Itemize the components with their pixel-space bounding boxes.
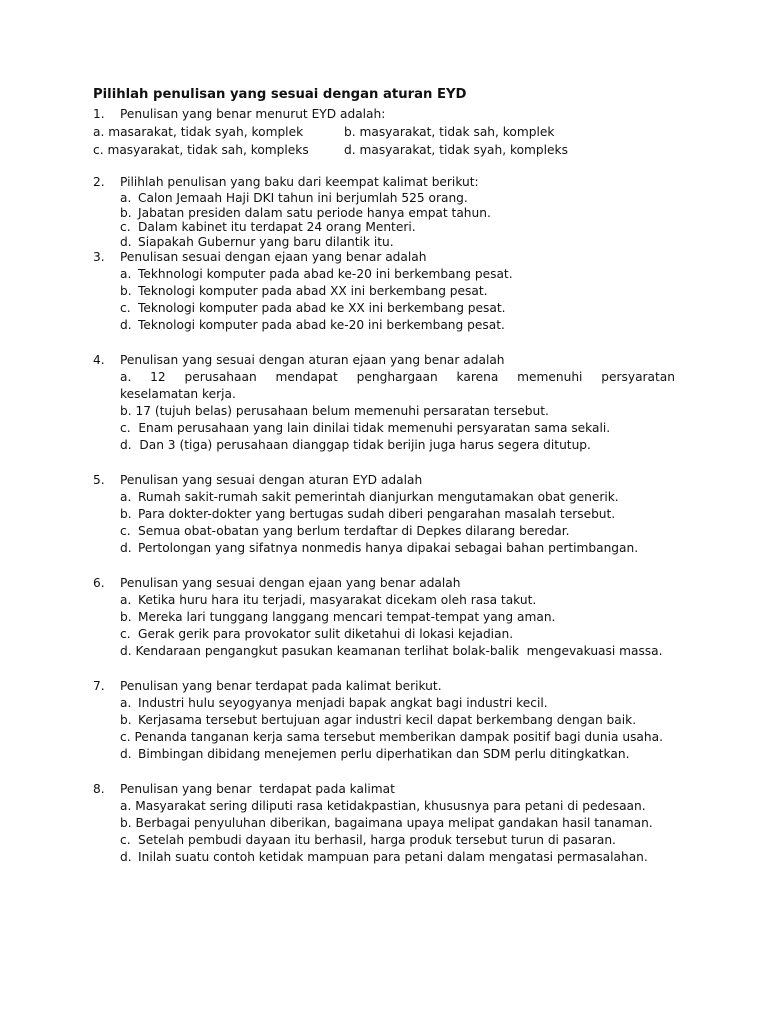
- question-text: Penulisan yang sesuai dengan ejaan yang benar adalah: [120, 576, 461, 590]
- options-grid: [93, 123, 675, 159]
- option-text: Ketika huru hara itu terjadi, masyarakat dicekam oleh rasa takut.: [138, 593, 537, 607]
- option-text: Mereka lari tunggang langgang mencari tempat-tempat yang aman.: [138, 610, 556, 624]
- option-text: Teknologi komputer pada abad ke XX ini berkembang pesat.: [138, 301, 506, 315]
- question-header: [93, 472, 675, 489]
- options-list: [120, 592, 675, 660]
- question-number: 1.: [93, 107, 105, 121]
- option-a: [120, 798, 675, 815]
- option-label: c.: [120, 730, 131, 744]
- option-c: [120, 523, 675, 540]
- question-4: [93, 352, 679, 454]
- option-label: d.: [120, 318, 132, 332]
- option-label: b.: [120, 205, 132, 220]
- option-text: Penanda tanganan kerja sama tersebut memberikan dampak positif bagi dunia usaha.: [134, 730, 663, 744]
- question-number: 4.: [93, 353, 105, 367]
- options-list: [120, 191, 675, 249]
- option-label: b.: [120, 284, 132, 298]
- question-number: 2.: [93, 175, 105, 189]
- option-label: b.: [120, 610, 132, 624]
- options-list: [120, 266, 675, 334]
- option-label: a.: [120, 267, 132, 281]
- question-number: 7.: [93, 679, 105, 693]
- question-header: [93, 575, 675, 592]
- option-text: Tekhnologi komputer pada abad ke-20 ini berkembang pesat.: [138, 267, 513, 281]
- option-c: c. Enam perusahaan yang lain dinilai tidak memenuhi persyaratan sama sekali.: [120, 421, 611, 435]
- question-3: [93, 249, 675, 334]
- option-text: Kerjasama tersebut bertujuan agar industri kecil dapat berkembang dengan baik.: [138, 713, 637, 727]
- option-label: a.: [120, 799, 132, 813]
- option-b: [120, 206, 675, 221]
- option-text: Jabatan presiden dalam satu periode hanya empat tahun.: [138, 205, 491, 220]
- option-text: Siapakah Gubernur yang baru dilantik itu.: [138, 234, 394, 249]
- option-text: Semua obat-obatan yang berlum terdaftar di Depkes dilarang beredar.: [138, 524, 570, 538]
- question-text: Penulisan yang benar terdapat pada kalimat berikut.: [120, 679, 442, 693]
- option-label: c.: [120, 301, 131, 315]
- option-a: [120, 695, 675, 712]
- option-label: b.: [120, 507, 132, 521]
- option-b: [120, 712, 675, 729]
- option-text: Dalam kabinet itu terdapat 24 orang Menteri.: [138, 220, 416, 234]
- option-a: [120, 266, 675, 283]
- question-header: [93, 174, 675, 191]
- question-text: Penulisan sesuai dengan ejaan yang benar adalah: [120, 250, 427, 264]
- option-text: Masyarakat sering diliputi rasa ketidakpastian, khususnya para petani di pedesaan.: [135, 799, 646, 813]
- question-5: [93, 472, 675, 557]
- option-b: [120, 506, 675, 523]
- option-label: d.: [120, 541, 132, 555]
- option-d: [120, 849, 675, 866]
- option-a: a. 12 perusahaan mendapat penghargaan karena memenuhi persyaratan keselamatan kerja.: [120, 370, 679, 401]
- option-label: c.: [120, 627, 131, 641]
- option-b: b. masyarakat, tidak sah, komplek: [344, 125, 555, 139]
- question-text: Penulisan yang sesuai dengan aturan EYD adalah: [120, 473, 423, 487]
- question-number: 6.: [93, 576, 105, 590]
- option-c: [120, 300, 675, 317]
- option-d: d. masyarakat, tidak syah, kompleks: [344, 143, 568, 157]
- option-text: Inilah suatu contoh ketidak mampuan para petani dalam mengatasi permasalahan.: [138, 850, 648, 864]
- option-a: [120, 592, 675, 609]
- question-text: Pilihlah penulisan yang baku dari keempat kalimat berikut:: [120, 175, 479, 189]
- option-d: [120, 540, 675, 557]
- page-title: Pilihlah penulisan yang sesuai dengan aturan EYD: [93, 87, 467, 102]
- question-header: [93, 781, 675, 798]
- option-a: [120, 191, 675, 206]
- option-text: Teknologi komputer pada abad ke-20 ini berkembang pesat.: [138, 318, 505, 332]
- option-label: d.: [120, 747, 132, 761]
- option-c: c. masyarakat, tidak sah, kompleks: [93, 143, 309, 157]
- option-label: b.: [120, 713, 132, 727]
- option-text: Bimbingan dibidang menejemen perlu diperhatikan dan SDM perlu ditingkatkan.: [138, 747, 630, 761]
- question-header: [93, 106, 675, 123]
- option-label: a.: [120, 490, 132, 504]
- option-a: a. masarakat, tidak syah, komplek: [93, 125, 304, 139]
- option-text: Gerak gerik para provokator sulit diketahui di lokasi kejadian.: [138, 627, 514, 641]
- option-text: Rumah sakit-rumah sakit pemerintah dianjurkan mengutamakan obat generik.: [138, 490, 619, 504]
- option-label: b.: [120, 816, 132, 830]
- question-header: [93, 249, 675, 266]
- document-page: [93, 86, 679, 866]
- question-number: 5.: [93, 473, 105, 487]
- option-d: [120, 317, 675, 334]
- option-c: [120, 220, 675, 235]
- option-b: [120, 609, 675, 626]
- question-text: Penulisan yang benar terdapat pada kalimat: [120, 782, 395, 796]
- question-text: Penulisan yang benar menurut EYD adalah:: [120, 107, 386, 121]
- question-text: Penulisan yang sesuai dengan aturan ejaan yang benar adalah: [120, 353, 505, 367]
- option-a: [120, 489, 675, 506]
- option-text: Calon Jemaah Haji DKI tahun ini berjumlah 525 orang.: [138, 191, 468, 205]
- option-c: [120, 729, 675, 746]
- question-number: 3.: [93, 250, 105, 264]
- option-c: [120, 626, 675, 643]
- option-d: d. Dan 3 (tiga) perusahaan dianggap tidak berijin juga harus segera ditutup.: [120, 438, 591, 452]
- option-label: a.: [120, 191, 132, 205]
- option-label: d.: [120, 850, 132, 864]
- options-list: [120, 798, 675, 866]
- options-list: [120, 695, 675, 763]
- option-c: [120, 832, 675, 849]
- option-label: a.: [120, 696, 132, 710]
- option-d: d. Kendaraan pengangkut pasukan keamanan terlihat bolak-balik mengevakuasi massa.: [120, 644, 663, 658]
- option-text: Berbagai penyuluhan diberikan, bagaimana upaya melipat gandakan hasil tanaman.: [135, 816, 653, 830]
- question-7: [93, 678, 675, 763]
- option-text: Para dokter-dokter yang bertugas sudah diberi pengarahan masalah tersebut.: [138, 507, 616, 521]
- option-b: [120, 815, 675, 832]
- option-label: a.: [120, 593, 132, 607]
- question-2: [93, 174, 675, 249]
- question-number: 8.: [93, 782, 105, 796]
- question-header: [93, 352, 675, 369]
- question-header: [93, 678, 675, 695]
- question-1: [93, 106, 675, 159]
- option-label: c.: [120, 833, 131, 847]
- option-b: [120, 283, 675, 300]
- option-text: Industri hulu seyogyanya menjadi bapak angkat bagi industri kecil.: [138, 696, 548, 710]
- option-d: [120, 235, 675, 250]
- option-text: Pertolongan yang sifatnya nonmedis hanya dipakai sebagai bahan pertimbangan.: [138, 541, 639, 555]
- question-8: [93, 781, 675, 866]
- option-text: Setelah pembudi dayaan itu berhasil, harga produk tersebut turun di pasaran.: [138, 833, 616, 847]
- option-label: c.: [120, 220, 131, 234]
- options-list: [120, 369, 679, 454]
- option-label: d.: [120, 234, 132, 249]
- question-6: [93, 575, 675, 660]
- options-list: [120, 489, 675, 557]
- option-label: c.: [120, 524, 131, 538]
- option-text: Teknologi komputer pada abad XX ini berkembang pesat.: [138, 284, 488, 298]
- option-b: b. 17 (tujuh belas) perusahaan belum memenuhi persaratan tersebut.: [120, 404, 549, 418]
- option-d: [120, 746, 675, 763]
